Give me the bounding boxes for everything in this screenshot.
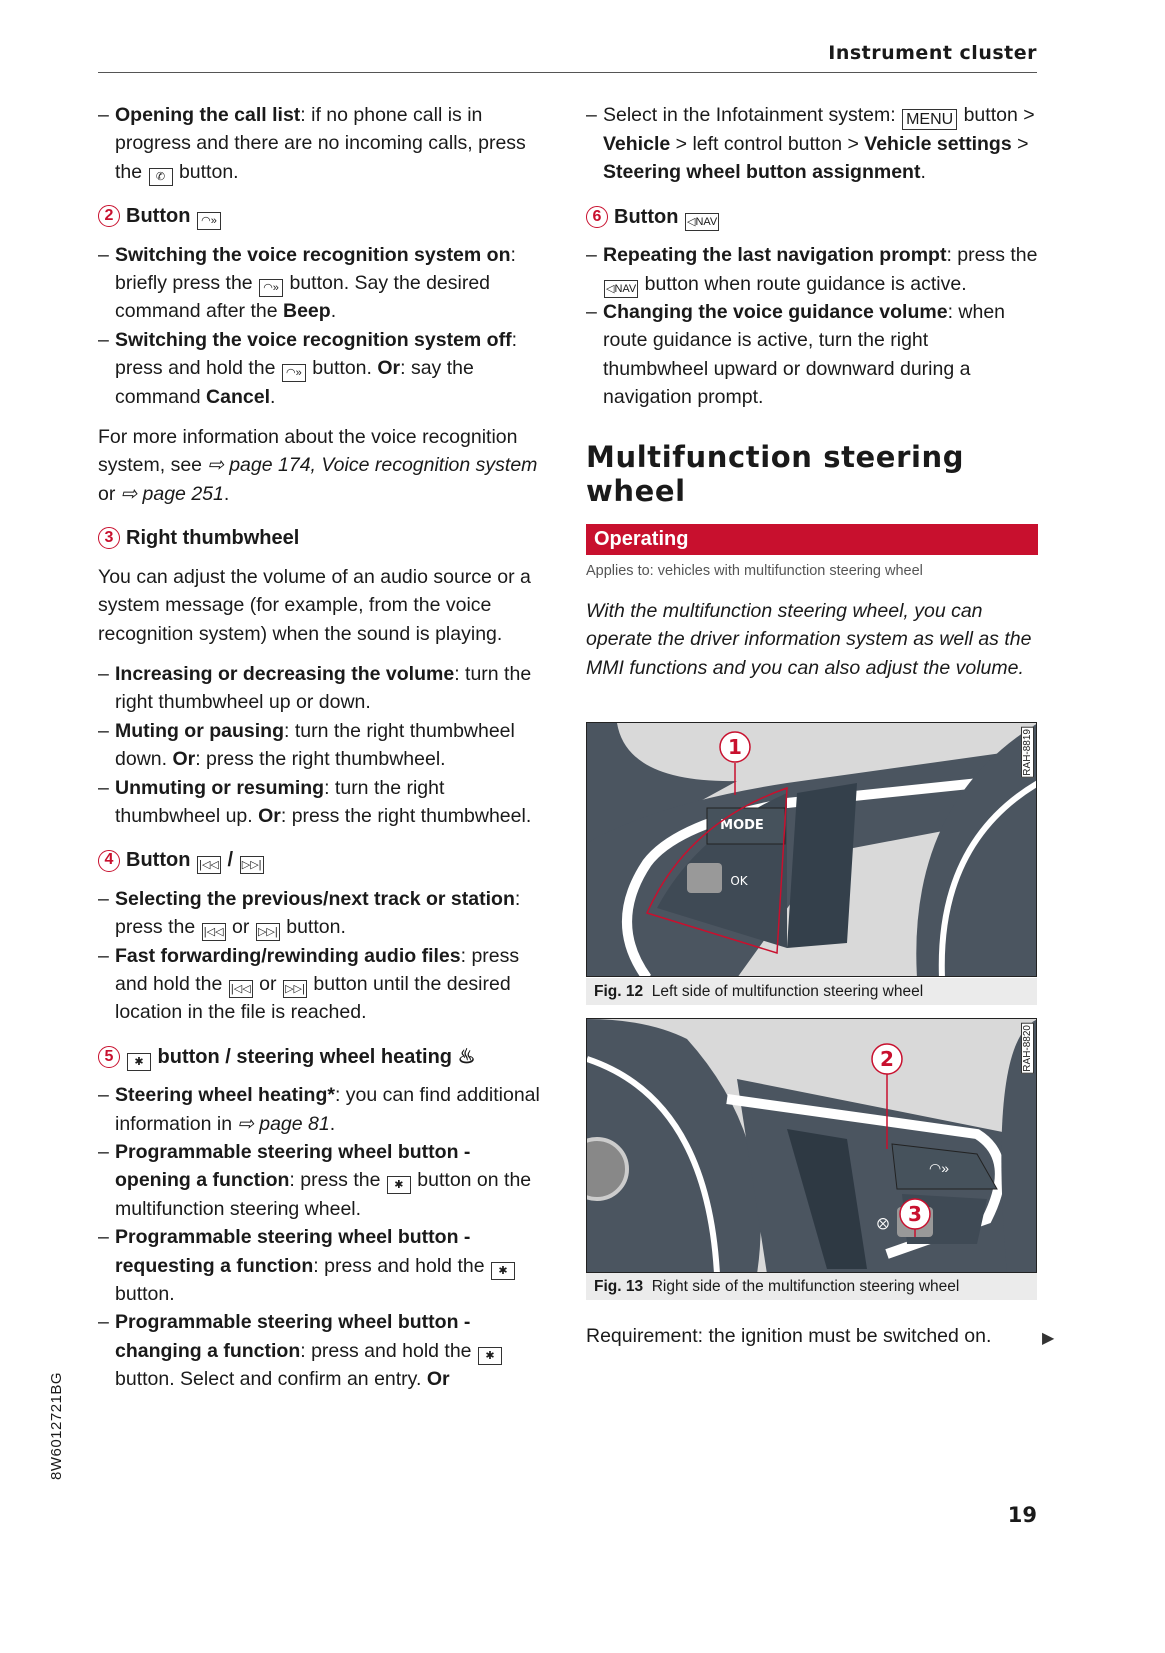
callout-2: 2 bbox=[880, 1047, 894, 1071]
heading-text bbox=[126, 202, 222, 230]
figure-caption-text: Left side of multifunction steering wheel bbox=[651, 983, 924, 1000]
intro-text: With the multifunction steering wheel, you can operate the driver information system as well as the MMI functions and you can also adjust the volume. bbox=[586, 600, 1032, 679]
callout-number: 6 bbox=[586, 206, 608, 228]
bold-term: Or bbox=[377, 357, 401, 380]
figure-label: Fig. 13 bbox=[594, 1278, 644, 1295]
text-run: : press the right thumbwheel. bbox=[280, 804, 532, 827]
list-item bbox=[98, 1081, 550, 1138]
callout-number: 5 bbox=[98, 1046, 120, 1068]
text-run: / bbox=[221, 849, 239, 872]
voice-icon: ◠» bbox=[282, 364, 306, 382]
text-run: . bbox=[920, 161, 926, 184]
figure-code: RAH-8819 bbox=[1022, 729, 1033, 776]
text-run: Right thumbwheel bbox=[126, 527, 300, 550]
bold-term: Or bbox=[426, 1368, 450, 1391]
page-number: 19 bbox=[1007, 1503, 1037, 1527]
document-code: 8W6012721BG bbox=[48, 1371, 65, 1480]
list-item bbox=[98, 885, 550, 942]
list-item bbox=[98, 1223, 550, 1308]
text-run: button until the desired location in the file is reached. bbox=[115, 972, 511, 1024]
voice-icon: ◠» bbox=[259, 279, 283, 297]
heading-text bbox=[614, 203, 720, 231]
callout-number: 3 bbox=[98, 527, 120, 549]
figure-12-caption bbox=[586, 978, 1037, 1005]
star-icon: ✱ bbox=[387, 1176, 411, 1194]
page-reference-link[interactable]: ⇨ page 81 bbox=[237, 1112, 330, 1135]
nav-prompt-icon: ◁NAV bbox=[685, 213, 719, 231]
bold-term: Programmable steering wheel button - opening a function bbox=[115, 1141, 471, 1192]
text-run: Button bbox=[126, 849, 196, 872]
text-run: : when route guidance is active, turn the right thumbwheel upward or downward during a navigation prompt. bbox=[603, 301, 1006, 409]
text-run: or bbox=[226, 916, 255, 939]
figure-code: RAH-8820 bbox=[1022, 1025, 1033, 1072]
text-run: : press and hold the bbox=[115, 328, 517, 380]
heading-text bbox=[126, 524, 299, 552]
voice-icon: ◠» bbox=[929, 1160, 950, 1176]
text-run: button. Say the desired command after the bbox=[115, 272, 491, 323]
list-item bbox=[98, 241, 550, 326]
ok-label: OK bbox=[730, 874, 748, 888]
text-run: : press and hold the bbox=[313, 1254, 490, 1277]
bold-term: Changing the voice guidance volume bbox=[603, 301, 948, 324]
text-run: : say the command bbox=[115, 357, 474, 408]
text-run: Select in the Infotainment system: bbox=[603, 104, 902, 126]
figure-caption-text: Right side of the multifunction steering wheel bbox=[651, 1278, 960, 1295]
bold-term: Programmable steering wheel button - changing a function bbox=[115, 1311, 471, 1362]
text-run: : briefly press the bbox=[115, 243, 516, 295]
bold-term: Programmable steering wheel button - requesting a function bbox=[115, 1226, 471, 1277]
bold-term: Opening the call list bbox=[115, 104, 301, 126]
right-column bbox=[586, 101, 1038, 682]
section-title: Multifunction steering wheel bbox=[586, 439, 965, 508]
figure-label: Fig. 12 bbox=[594, 983, 644, 1000]
list-item bbox=[98, 1308, 550, 1393]
bold-term: Cancel bbox=[206, 385, 270, 408]
text-run: : press the bbox=[115, 887, 521, 939]
applies-to: Applies to: vehicles with multifunction steering wheel bbox=[586, 562, 923, 579]
list-item bbox=[98, 101, 550, 186]
mode-label: MODE bbox=[720, 818, 764, 833]
star-icon: ✱ bbox=[127, 1053, 151, 1071]
voice-icon: ◠» bbox=[197, 212, 221, 230]
bold-term: Switching the voice recognition system off bbox=[115, 328, 512, 351]
text-run: : press the right thumbwheel. bbox=[195, 748, 446, 771]
bold-term: Vehicle bbox=[603, 133, 671, 155]
phone-icon: ✆ bbox=[149, 168, 173, 186]
heading-text bbox=[126, 846, 265, 874]
figure-12-image bbox=[586, 722, 1037, 977]
text-run: . bbox=[223, 482, 230, 505]
bold-term: Or bbox=[258, 804, 281, 827]
text-run: button > bbox=[958, 104, 1035, 126]
text-run: > bbox=[1011, 133, 1029, 155]
list-item bbox=[586, 101, 1038, 187]
text-run: button. bbox=[115, 1283, 175, 1306]
bold-term: Beep bbox=[283, 300, 331, 323]
page-reference-link[interactable]: ⇨ page 251 bbox=[120, 482, 224, 505]
callout-number: 2 bbox=[98, 205, 120, 227]
text-run: button when route guidance is active. bbox=[639, 272, 967, 295]
list-item bbox=[98, 942, 550, 1027]
star-icon: ✱ bbox=[491, 1262, 515, 1280]
button-heading bbox=[98, 202, 550, 230]
text-run: button. bbox=[173, 160, 239, 183]
bold-term: Increasing or decreasing the volume bbox=[115, 662, 455, 685]
text-run: > left control button > bbox=[670, 133, 865, 155]
right-list bbox=[586, 101, 1038, 412]
list-item bbox=[98, 774, 550, 831]
previous-track-icon: |◁◁ bbox=[202, 923, 226, 941]
list-item bbox=[98, 1138, 550, 1223]
list-item bbox=[98, 660, 550, 717]
bold-term: Selecting the previous/next track or station bbox=[115, 887, 515, 910]
next-track-icon: ▷▷| bbox=[283, 980, 307, 998]
bold-term: Steering wheel button assignment bbox=[603, 161, 921, 184]
text-run: or bbox=[98, 482, 121, 505]
bold-term: Or bbox=[172, 748, 196, 771]
bold-term: Fast forwarding/rewinding audio files bbox=[115, 944, 461, 967]
callout-3: 3 bbox=[908, 1202, 922, 1226]
text-run: or bbox=[253, 972, 282, 995]
bold-term: Unmuting or resuming bbox=[115, 776, 325, 799]
next-track-icon: ▷▷| bbox=[256, 923, 280, 941]
button-heading bbox=[98, 846, 550, 874]
text-run: You can adjust the volume of an audio source or a system message (for example, from the voice recognition system) when the sound is playing. bbox=[98, 565, 531, 645]
figure-13-caption bbox=[586, 1273, 1037, 1300]
list-item bbox=[586, 298, 1038, 412]
text-run: Button bbox=[126, 205, 196, 228]
continue-arrow-icon[interactable]: ▶ bbox=[1042, 1330, 1055, 1347]
bold-term: Steering wheel heating* bbox=[115, 1084, 335, 1107]
text-run: : press the bbox=[946, 244, 1038, 267]
menu-button-icon: MENU bbox=[902, 109, 957, 130]
star-icon: ✱ bbox=[478, 1347, 502, 1365]
next-track-icon: ▷▷| bbox=[240, 856, 264, 874]
callout-number: 4 bbox=[98, 850, 120, 872]
bold-term: Vehicle settings bbox=[864, 133, 1012, 155]
text-run: For more information about the voice recognition system, see bbox=[98, 426, 518, 477]
nav-prompt-icon: ◁NAV bbox=[604, 280, 638, 298]
text-run: button / steering wheel heating bbox=[152, 1045, 458, 1068]
text-run: button. bbox=[306, 357, 378, 380]
paragraph bbox=[98, 563, 550, 648]
list-item bbox=[98, 717, 550, 774]
text-run: button. Select and confirm an entry. bbox=[115, 1368, 427, 1391]
header-rule bbox=[98, 72, 1037, 73]
text-run: : press and hold the bbox=[115, 944, 520, 995]
text-run: : if no phone call is in progress and there are no incoming calls, press the bbox=[115, 104, 526, 183]
bold-term: Repeating the last navigation prompt bbox=[603, 244, 947, 267]
text-run: : press and hold the bbox=[300, 1339, 477, 1362]
previous-track-icon: |◁◁ bbox=[197, 856, 221, 874]
text-run: : turn the right thumbwheel up or down. bbox=[115, 662, 532, 714]
paragraph bbox=[98, 423, 550, 508]
button-heading bbox=[586, 203, 1038, 231]
previous-track-icon: |◁◁ bbox=[229, 980, 253, 998]
text-run: button on the multifunction steering wheel. bbox=[115, 1169, 532, 1220]
steering-wheel-heating-icon: ♨ bbox=[457, 1045, 476, 1068]
left-column bbox=[98, 101, 550, 1406]
text-run: button. bbox=[280, 916, 346, 939]
figure-13-image bbox=[586, 1018, 1037, 1273]
callout-1: 1 bbox=[728, 735, 742, 759]
text-run: . bbox=[330, 300, 337, 323]
text-run: . bbox=[270, 385, 276, 408]
button-heading bbox=[98, 524, 550, 552]
button-heading bbox=[98, 1043, 550, 1071]
text-run: : you can find additional information in bbox=[115, 1084, 540, 1135]
bold-term: Muting or pausing bbox=[115, 719, 284, 742]
list-item bbox=[98, 326, 550, 411]
text-run: : turn the right thumbwheel up. bbox=[115, 776, 445, 827]
page-reference-link[interactable]: ⇨ page 174, Voice recognition system bbox=[207, 454, 538, 477]
heading-text bbox=[126, 1043, 476, 1071]
list-item bbox=[586, 241, 1038, 298]
mute-icon: ⨂ bbox=[877, 1216, 889, 1230]
bold-term: Switching the voice recognition system on bbox=[115, 243, 511, 266]
text-run: : turn the right thumbwheel down. bbox=[115, 719, 515, 771]
requirement-text: Requirement: the ignition must be switched on. bbox=[586, 1325, 992, 1347]
text-run: Button bbox=[614, 205, 684, 228]
operating-bar: Operating bbox=[586, 524, 1038, 555]
text-run: : press the bbox=[289, 1169, 386, 1192]
text-run: . bbox=[329, 1112, 336, 1135]
running-header: Instrument cluster bbox=[828, 42, 1037, 64]
